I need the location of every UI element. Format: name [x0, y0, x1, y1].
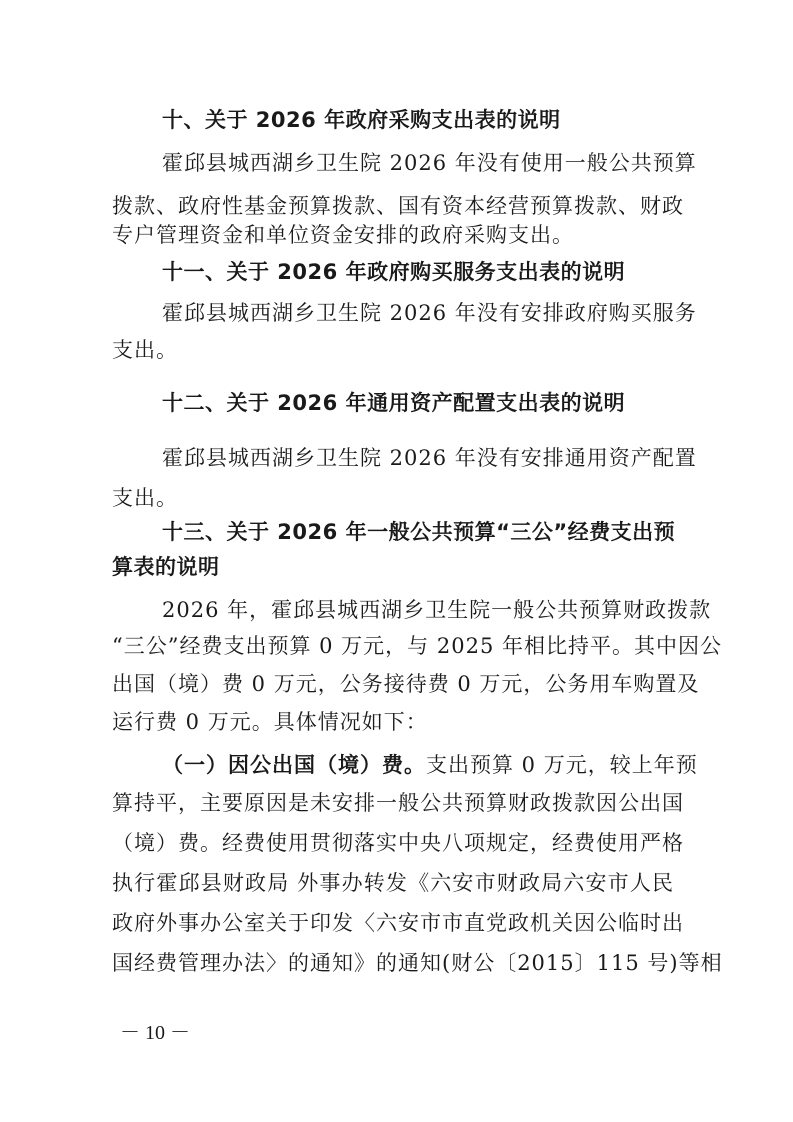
paragraph-line: 执行霍邱县财政局 外事办转发《六安市财政局六安市人民: [112, 871, 674, 895]
section-heading-12: 十二、关于 2026 年通用资产配置支出表的说明: [162, 391, 626, 415]
paragraph-line: 支出。: [112, 486, 178, 510]
page-number: － 10 －: [120, 1022, 190, 1044]
paragraph-line: 2026 年，霍邱县城西湖乡卫生院一般公共预算财政拨款: [162, 598, 712, 622]
item-text: 支出预算 0 万元，较上年预: [426, 753, 698, 777]
paragraph-line: 国经费管理办法〉的通知》的通知(财公〔2015〕115 号)等相: [112, 951, 723, 975]
section-heading-11: 十一、关于 2026 年政府购买服务支出表的说明: [162, 260, 626, 284]
section-heading-10: 十、关于 2026 年政府采购支出表的说明: [162, 108, 561, 132]
section-heading-13-cont: 算表的说明: [112, 555, 220, 579]
paragraph-line: （境）费。经费使用贯彻落实中央八项规定，经费使用严格: [112, 831, 684, 855]
paragraph-line: 算持平，主要原因是未安排一般公共预算财政拨款因公出国: [112, 791, 684, 815]
item-line: [162, 752, 698, 778]
paragraph-line: 政府外事办公室关于印发〈六安市市直党政机关因公临时出: [112, 911, 684, 935]
paragraph-line: 霍邱县城西湖乡卫生院 2026 年没有安排通用资产配置: [162, 446, 697, 470]
paragraph-line: 拨款、政府性基金预算拨款、国有资本经营预算拨款、财政: [112, 194, 684, 218]
item-heading: （一）因公出国（境）费。: [162, 753, 426, 777]
paragraph-line: 专户管理资金和单位资金安排的政府采购支出。: [112, 223, 574, 247]
section-heading-13: 十三、关于 2026 年一般公共预算“三公”经费支出预: [162, 520, 676, 544]
paragraph-line: 支出。: [112, 338, 178, 362]
paragraph-line: “三公”经费支出预算 0 万元，与 2025 年相比持平。其中因公: [112, 634, 722, 658]
paragraph-line: 霍邱县城西湖乡卫生院 2026 年没有安排政府购买服务: [162, 301, 697, 325]
paragraph-line: 出国（境）费 0 万元，公务接待费 0 万元，公务用车购置及: [112, 672, 700, 696]
paragraph-line: 运行费 0 万元。具体情况如下：: [112, 710, 428, 734]
paragraph-line: 霍邱县城西湖乡卫生院 2026 年没有使用一般公共预算: [162, 151, 697, 175]
